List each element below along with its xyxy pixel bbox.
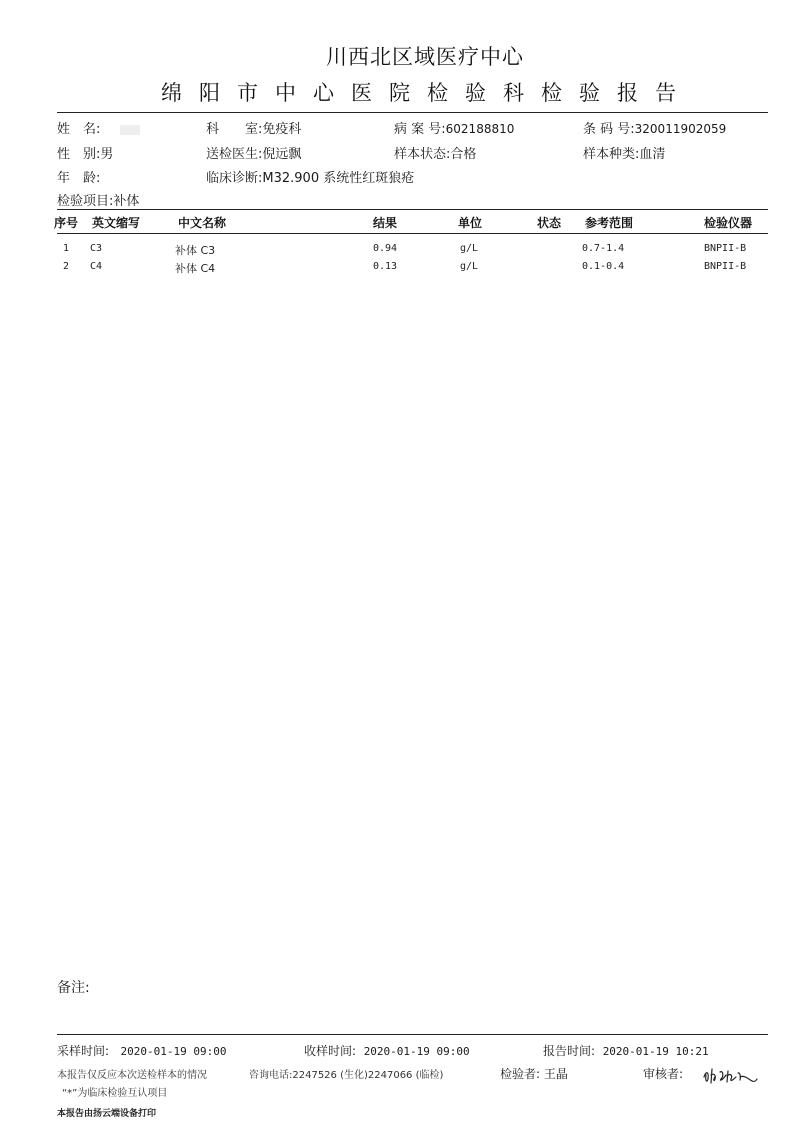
- footer-divider: [57, 1034, 768, 1035]
- barcode-number-field: 条 码 号:320011902059: [583, 122, 727, 137]
- print-source-note: 本报告由扬云端设备打印: [57, 1109, 157, 1119]
- sample-status-field: 样本状态:合格: [394, 147, 477, 162]
- disclaimer-text: 本报告仅反应本次送检样本的情况: [57, 1070, 207, 1081]
- col-header-abbr: 英文缩写: [92, 216, 141, 230]
- row-no: 1: [63, 243, 70, 254]
- row-result: 0.94: [373, 243, 398, 254]
- mutual-recognition-note: “*”为临床检验互认项目: [62, 1088, 168, 1099]
- sample-type-field: 样本种类:血清: [583, 147, 666, 162]
- row-range: 0.1-0.4: [582, 261, 625, 272]
- row-name: 补体 C3: [175, 244, 216, 257]
- row-result: 0.13: [373, 261, 398, 272]
- row-name: 补体 C4: [175, 262, 216, 275]
- col-header-range: 参考范围: [585, 216, 634, 230]
- col-header-name: 中文名称: [178, 216, 227, 230]
- department-field: 科 室:免疫科: [206, 122, 302, 137]
- test-item-field: 检验项目:补体: [57, 194, 140, 209]
- col-header-no: 序号: [54, 216, 79, 230]
- remarks-label: 备注:: [57, 980, 90, 996]
- row-range: 0.7-1.4: [582, 243, 625, 254]
- col-header-unit: 单位: [458, 216, 483, 230]
- report-time-field: 报告时间: 2020-01-19 10:21: [543, 1044, 709, 1058]
- reviewer-signature: [700, 1063, 758, 1087]
- center-name-heading: 川西北区域医疗中心: [326, 45, 524, 69]
- col-header-instrument: 检验仪器: [704, 216, 753, 230]
- row-unit: g/L: [460, 243, 479, 254]
- patient-sex-field: 性 别:男: [57, 147, 114, 162]
- row-abbr: C3: [90, 243, 103, 254]
- sample-time-field: 采样时间: 2020-01-19 09:00: [57, 1044, 227, 1058]
- consult-phone-text: 咨询电话:2247526 (生化)2247066 (临检): [249, 1070, 444, 1081]
- receive-time-field: 收样时间: 2020-01-19 09:00: [304, 1044, 470, 1058]
- table-header-divider: [57, 233, 768, 234]
- row-no: 2: [63, 261, 70, 272]
- row-instrument: BNPII-B: [704, 261, 747, 272]
- row-abbr: C4: [90, 261, 103, 272]
- table-top-divider: [57, 209, 768, 210]
- reviewer-label: 审核者:: [643, 1067, 684, 1081]
- header-divider: [57, 112, 768, 113]
- patient-name-field: 姓 名:: [57, 118, 140, 137]
- report-title-heading: 绵阳市中心医院检验科检验报告: [161, 81, 693, 105]
- record-number-field: 病 案 号:602188810: [394, 122, 515, 137]
- referring-doctor-field: 送检医生:倪远飘: [206, 147, 302, 162]
- patient-age-field: 年 龄:: [57, 171, 101, 186]
- col-header-status: 状态: [537, 216, 562, 230]
- row-instrument: BNPII-B: [704, 243, 747, 254]
- clinical-diagnosis-field: 临床诊断:M32.900 系统性红斑狼疮: [206, 171, 415, 186]
- col-header-result: 结果: [373, 216, 398, 230]
- row-unit: g/L: [460, 261, 479, 272]
- examiner-field: 检验者: 王晶: [500, 1067, 568, 1081]
- name-redaction: [120, 125, 140, 135]
